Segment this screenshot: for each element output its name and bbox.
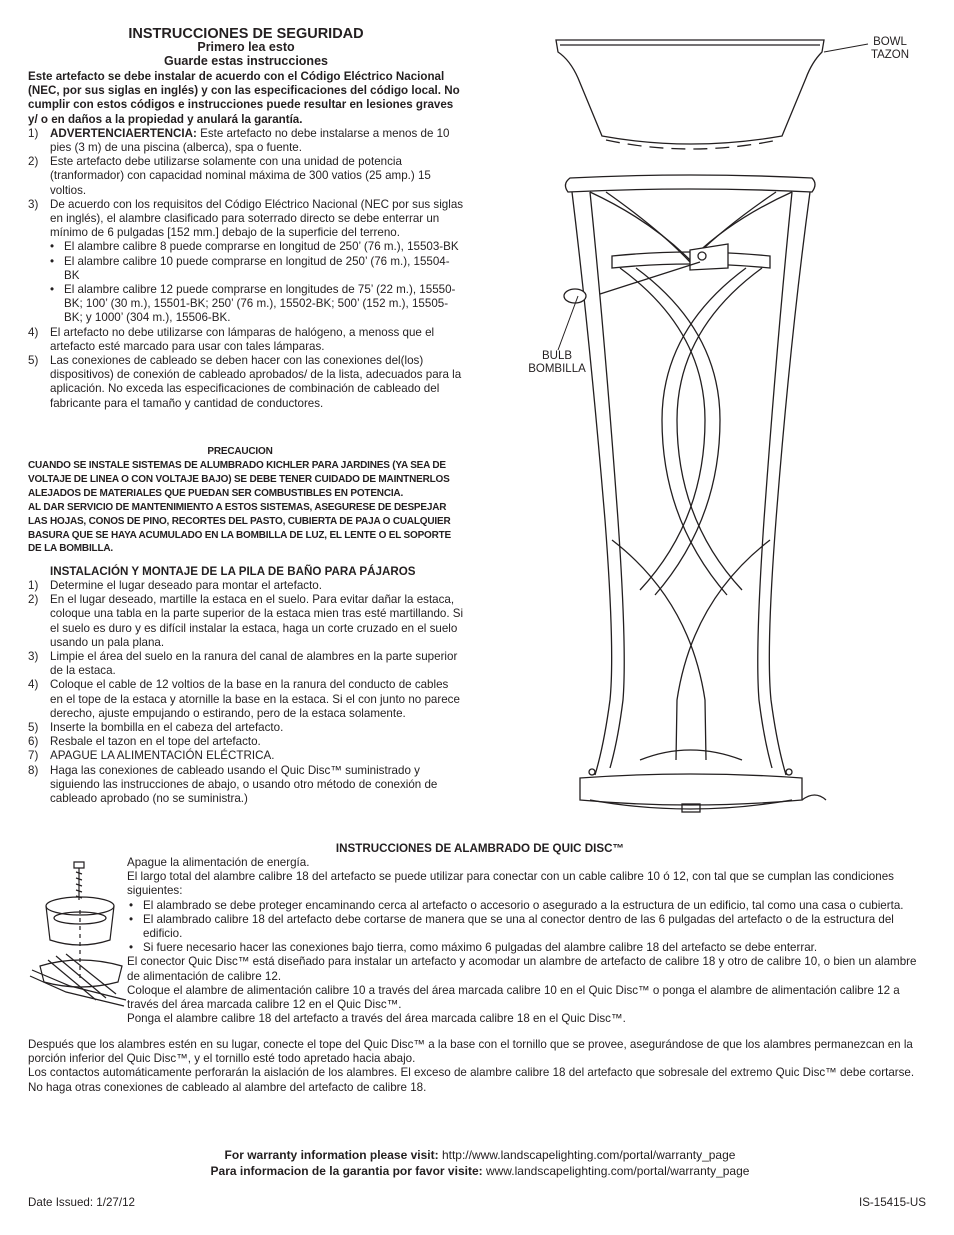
subitem-text: El alambre calibre 8 puede comprarse en longitud de 250’ (76 m.), 15503-BK [64, 240, 459, 254]
install-step [28, 579, 464, 593]
install-step [28, 735, 464, 749]
safety-subtitle-read: Primero lea esto [197, 40, 295, 54]
safety-subtitle-keep: Guarde estas instrucciones [164, 54, 328, 68]
safety-item [28, 326, 464, 354]
item-text: Este artefacto debe utilizarse solamente con una unidad de potencia (tranformador) con capacidad nominal máxima de 300 vatios (25 amp.) 15 voltios. [50, 155, 431, 197]
document-code: IS-15415-US [858, 1196, 926, 1209]
safety-body [28, 70, 464, 411]
wire-subitem: • El alambre calibre 12 puede comprarse en longitudes de 75’ (22 m.), 15550-BK; 100’ (30 m.), 15501-BK; 250’ (76 m.), 15502-BK; 500’ (152 m.), 15505-BK; y 1000’ (304 m.), 15506-BK. [50, 283, 456, 325]
quic-line: Coloque el alambre de alimentación calibre 10 a través del área marcada calibre 10 en el Quic Disc™ o ponga el alambre de alimentación calibre 12 a través del área marcada calibre 12 en el Quic Disc™. [127, 983, 900, 1012]
quic-disc-connector-illustration [26, 858, 130, 1008]
step-number: 4) [28, 678, 39, 692]
item-text: Las conexiones de cableado se deben hacer con las conexiones del(los) dispositivos) de conexión de cableado aprobados/ de la lista, adecuados para la aplicación. No exceda las especificaciones de combinación de cableado del fabricante para el tamaño y cantidad de conductores. [50, 354, 462, 410]
quic-line: Después que los alambres estén en su lugar, conecte el tope del Quic Disc™ a la base con el tornillo que se provee, asegurándose de que los alambres permanezcan en la porción inferior del Quic Disc™, y el tornillo esté todo apretado hacia abajo. [28, 1038, 913, 1066]
caution-title: PRECAUCION [207, 446, 273, 457]
item-text: El artefacto no debe utilizarse con lámparas de halógeno, a menoss que el artefacto esté marcado para usar con tales lámparas. [50, 325, 435, 353]
quic-line: Los contactos automáticamente perforarán la aislación de los alambres. El exceso de alambre calibre 18 del artefacto que sobresale del extremo Quic Disc™ debe cortarse. [28, 1066, 915, 1080]
step-text: Determine el lugar deseado para montar el artefacto. [50, 579, 322, 592]
install-step [28, 721, 464, 735]
step-number: 6) [28, 735, 39, 749]
install-steps [28, 579, 464, 806]
warranty-english [100, 1148, 860, 1162]
date-issued: Date Issued: 1/27/12 [28, 1196, 135, 1209]
step-number: 1) [28, 579, 39, 592]
install-step [28, 764, 464, 807]
caution-paragraph: AL DAR SERVICIO DE MANTENIMIENTO A ESTOS SISTEMAS, ASEGURESE DE DESPEJAR LAS HOJAS, CONOS DE PINO, RECORTES DEL PASTO, CUBIERTA DE PAJA O CUALQUIER BASURA QUE SE HAYA ACUMULADO EN LA BOMBILLA DE LUZ, EL LENTE O EL SOPORTE DE LA BOMBILLA. [28, 501, 452, 555]
step-text: Limpie el área del suelo en la ranura del canal de alambres en la parte superior de la estaca. [50, 650, 458, 678]
warranty-spanish [100, 1164, 860, 1178]
quic-line: Ponga el alambre calibre 18 del artefacto a través del área marcada calibre 18 en el Quic Disc™. [127, 1012, 626, 1026]
step-number: 8) [28, 763, 39, 777]
quic-bullet-text: El alambrado se debe proteger encaminando cerca al artefacto o accesorio o asegurado a la estructura de un edificio, tal como una casa o cubierta. [143, 898, 904, 912]
item-number: 3) [28, 197, 39, 211]
caution-paragraph: CUANDO SE INSTALE SISTEMAS DE ALUMBRADO KICHLER PARA JARDINES (YA SEA DE VOLTAJE DE LINEA O CON VOLTAJE BAJO) SE DEBE TENER CUIDADO DE MAINTNERLOS ALEJADOS DE MATERIALES QUE PUEDAN SER COMBUSTIBLES EN POTENCIA. [28, 460, 450, 499]
safety-item [28, 127, 464, 155]
step-text: Haga las conexiones de cableado usando el Quic Disc™ suministrado y siguiendo las instrucciones de abajo, o usando otro método de conexión de cableado aprobado (no se suministra.) [50, 763, 438, 806]
install-step [28, 749, 464, 763]
quic-instructions-continued [28, 1038, 928, 1095]
safety-item [28, 198, 464, 241]
quic-line: El conector Quic Disc™ está diseñado para instalar un artefacto y acomodar un alambre de artefacto de calibre 18 y otro de calibre 10, o bien un alambre de alimentación de calibre 12. [127, 955, 917, 983]
bowl-label-en: BOWL [873, 36, 907, 48]
bulb-label-es: BOMBILLA [528, 363, 586, 375]
bowl-label [860, 36, 920, 62]
step-text: Inserte la bombilla en el cabeza del artefacto. [50, 721, 284, 735]
item-text: De acuerdo con los requisitos del Código Eléctrico Nacional (NEC por sus siglas en inglés), el alambre clasificado para soterrado directo se debe enterrar un mínimo de 6 pulgadas [152 mm.] debajo de la superficie del terreno. [50, 197, 464, 240]
item-text: Este artefacto no debe instalarse a menos de 10 pies (3 m) de una piscina (alberca), spa o fuente. [50, 126, 450, 155]
wire-subitem: • El alambre calibre 8 puede comprarse en longitud de 250’ (76 m.), 15503-BK [50, 240, 459, 254]
install-step [28, 678, 464, 721]
step-number: 7) [28, 749, 39, 763]
install-step [28, 650, 464, 678]
step-number: 2) [28, 593, 39, 607]
quic-bullet: • Si fuere necesario hacer las conexiones bajo tierra, como máximo 6 pulgadas del alambre calibre 18 del artefacto se debe enterrar. [129, 941, 818, 955]
install-title: INSTALACIÓN Y MONTAJE DE LA PILA DE BAÑO PARA PÁJAROS [50, 565, 416, 578]
safety-item [28, 354, 464, 411]
item-number: 2) [28, 155, 39, 169]
safety-item [28, 155, 464, 198]
bulb-label [522, 350, 592, 376]
warranty-label-en: For warranty information please visit: [224, 1148, 439, 1162]
quic-line: Apague la alimentación de energía. [127, 856, 310, 869]
quic-instructions [127, 856, 923, 1026]
subitem-text: El alambre calibre 12 puede comprarse en longitudes de 75’ (22 m.), 15550-BK; 100’ (30 m.), 15501-BK; 250’ (76 m.), 15502-BK; 500’ (152 m.), 15505-BK; y 1000’ (304 m.), 15506-BK. [64, 283, 456, 325]
quic-bullet-text: El alambrado calibre 18 del artefacto debe cortarse de manera que se una al conector dentro de las 6 pulgadas del artefacto o de la estructura del edificio. [143, 912, 894, 941]
step-number: 5) [28, 721, 39, 735]
quic-line: No haga otras conexiones de cableado al alambre del artefacto de calibre 18. [28, 1080, 427, 1094]
safety-intro: Este artefacto se debe instalar de acuerdo con el Código Eléctrico Nacional (NEC, por sus siglas en inglés) y con las especificaciones del código local. No cumplir con estos códigos e instrucciones puede resultar en lesiones graves y/ o en daños a la propiedad y anulará la garantía. [28, 70, 460, 126]
item-number: 5) [28, 354, 39, 368]
bowl-label-es: TAZON [870, 49, 910, 61]
quic-title: INSTRUCCIONES DE ALAMBRADO DE QUIC DISC™ [335, 842, 625, 855]
step-text: Resbale el tazon en el tope del artefacto. [50, 735, 261, 749]
safety-title: INSTRUCCIONES DE SEGURIDAD [128, 26, 364, 42]
warranty-link-en[interactable]: http://www.landscapelighting.com/portal/warranty_page [441, 1148, 736, 1162]
item-number: 1) [28, 126, 39, 140]
quic-bullet: • El alambrado se debe proteger encaminando cerca al artefacto o accesorio o asegurado a la estructura de un edificio, tal como una casa o cubierta. [129, 898, 904, 912]
subitem-text: El alambre calibre 10 puede comprarse en longitud de 250’ (76 m.), 15504-BK [64, 254, 450, 282]
warranty-label-es: Para informacion de la garantia por favor visite: [210, 1164, 483, 1178]
caution-body [28, 459, 458, 556]
warranty-link-es[interactable]: www.landscapelighting.com/portal/warranty_page [485, 1164, 750, 1178]
step-number: 3) [28, 650, 39, 664]
quic-bullet-text: Si fuere necesario hacer las conexiones bajo tierra, como máximo 6 pulgadas del alambre calibre 18 del artefacto se debe enterrar. [143, 941, 818, 955]
warning-label: ADVERTENCIAERTENCIA: [50, 126, 197, 140]
quic-bullet: • El alambrado calibre 18 del artefacto debe cortarse de manera que se una al conector dentro de las 6 pulgadas del artefacto o de la estructura del edificio. [129, 912, 894, 941]
quic-line: El largo total del alambre calibre 18 del artefacto se puede utilizar para conectar con un cable calibre 10 ó 12, con tal que se cumplan las condiciones siguientes: [127, 870, 894, 898]
bowl-drawing [556, 40, 824, 149]
bulb-label-en: BULB [541, 350, 573, 362]
step-text: Coloque el cable de 12 voltios de la base en la ranura del conducto de cables en el tope de la estaca y atornille la base en la estaca. Si el con junto no parece derecho, ajuste empujando o estirando, pero de la estaca solamente. [50, 678, 460, 720]
step-text: APAGUE LA ALIMENTACIÓN ELÉCTRICA. [50, 749, 275, 763]
item-number: 4) [28, 325, 39, 339]
birdbath-fixture-illustration [510, 30, 930, 830]
wire-subitem: • El alambre calibre 10 puede comprarse en longitud de 250’ (76 m.), 15504-BK [50, 254, 450, 282]
install-step [28, 593, 464, 650]
step-text: En el lugar deseado, martille la estaca en el suelo. Para evitar dañar la estaca, coloque una tabla en la parte superior de la estaca mien tras esté martillando. Si el suelo es duro y es difícil instalar la estaca, haga un corte cruzado en el suelo usando un pala plana. [50, 593, 464, 649]
